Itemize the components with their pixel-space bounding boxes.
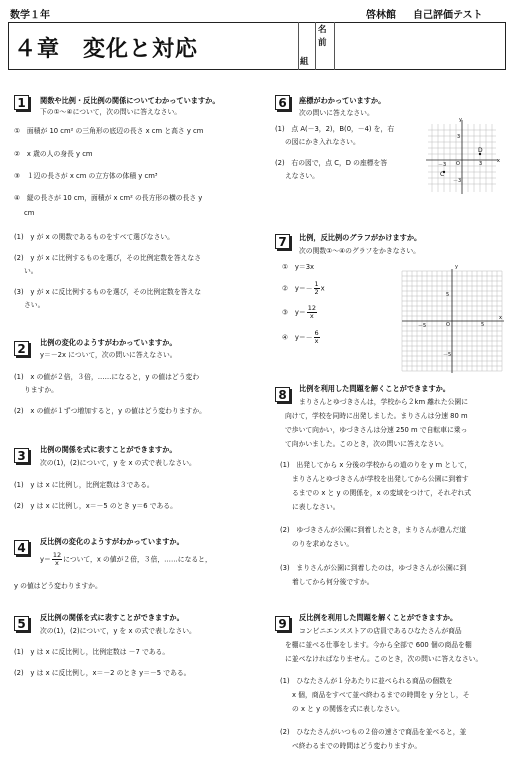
list-item: ② x 歳の人の身長 y cm xyxy=(14,150,93,158)
sub-question: りますか。 xyxy=(24,386,58,394)
sub-question: (1) x の値が２倍，３倍，……になると，y の値はどう変わ xyxy=(14,373,200,381)
question-body: 向けて，学校を同時に出発しました。まりさんは分速 80 m xyxy=(285,412,468,420)
axis-label: y xyxy=(455,264,458,270)
question-number-9: 9 xyxy=(275,616,290,631)
sub-question: (2) y は x に反比例し，x＝－2 のとき y＝－5 である。 xyxy=(14,669,191,677)
question-heading: 関数や比例・反比例の関係についてわかっていますか。 xyxy=(40,96,220,105)
coordinate-grid-q6 xyxy=(422,116,502,196)
question-number-7: 7 xyxy=(275,234,290,249)
sub-question: x 個，商品をすべて並べ終わるまでの時間を y 分とし，そ xyxy=(292,691,470,699)
coordinate-grid-q7 xyxy=(400,267,506,375)
axis-label: O xyxy=(446,322,450,328)
test-type-label: 自己評価テスト xyxy=(413,10,483,21)
question-number-6: 6 xyxy=(275,95,290,110)
axis-label: x xyxy=(497,158,500,164)
sub-question: (3) y が x に反比例するものを選び，その比例定数を答えな xyxy=(14,288,202,296)
question-body: を棚に並べる仕事をします。今から全部で 600 個の商品を棚 xyxy=(285,641,472,649)
question-intro: 次の(1)，(2)について，y を x の式で表しなさい。 xyxy=(40,459,196,467)
question-number-8: 8 xyxy=(275,387,290,402)
question-number-2: 2 xyxy=(14,341,29,356)
sub-question: (1) y は x に反比例し，比例定数は －7 である。 xyxy=(14,648,170,656)
question-text: y の値はどう変わりますか。 xyxy=(14,582,102,590)
sub-question: (2) y は x に比例し，x＝－5 のとき y＝6 である。 xyxy=(14,502,177,510)
point-label: C xyxy=(440,171,445,178)
list-item: cm xyxy=(24,209,35,217)
divider xyxy=(315,22,316,70)
sub-question: (1) y が x の関数であるものをすべて選びなさい。 xyxy=(14,233,174,241)
sub-question: べ終わるまでの時間はどう変わりますか。 xyxy=(292,742,422,750)
question-heading: 比例の関係を式に表すことができますか。 xyxy=(40,445,177,454)
sub-question: (2) ゆづきさんが公園に到着したとき，まりさんが進んだ道 xyxy=(280,526,467,534)
tick-label: 5 xyxy=(481,322,485,328)
sub-question: (2) ひなたさんがいつもの２倍の速さで商品を並べると，並 xyxy=(280,728,467,736)
sub-question: (2) 右の図で，点 C，D の座標を答 xyxy=(275,159,388,167)
function-item: ③ y＝ $\frac{12}{x}$ xyxy=(282,304,316,320)
question-heading: 比例の変化のようすがわかっていますか。 xyxy=(40,338,177,347)
axis-label: y xyxy=(459,117,462,123)
class-label: 組 xyxy=(300,57,309,67)
question-heading: 比例，反比例のグラフがかけますか。 xyxy=(299,233,422,242)
question-heading: 反比例の変化のようすがわかっていますか。 xyxy=(40,537,184,546)
sub-question: (1) 点 A(－3，2)，B(0，－4) を，右 xyxy=(275,125,395,133)
sub-question: (1) 出発してから x 分後の学校からの道のりを y m として， xyxy=(280,461,472,469)
function-item: ④ y＝－ $\frac{6}{x}$ xyxy=(282,329,319,345)
sub-question: (3) まりさんが公園に到着したのは，ゆづきさんが公園に到 xyxy=(280,564,467,572)
question-intro: 次の関数①～④のグラフをかきなさい。 xyxy=(299,247,420,255)
function-item: ① y＝3x xyxy=(282,263,315,271)
name-field[interactable] xyxy=(336,23,504,68)
question-body: で歩いて向かい，ゆづきさんは分速 250 m で自転車に乗っ xyxy=(285,426,468,434)
question-intro: 次の問いに答えなさい。 xyxy=(299,109,374,117)
tick-label: 5 xyxy=(446,292,450,298)
list-item: ④ 縦の長さが 10 cm，面積が x cm² の長方形の横の長さ y xyxy=(14,194,203,202)
tick-label: －3 xyxy=(453,178,462,184)
question-body: に並べなければなりません。このとき，次の問いに答えなさい。 xyxy=(285,655,483,663)
sub-question: まりさんとゆづきさんが学校を出発してから公園に到着す xyxy=(292,475,469,483)
sub-question: (2) y が x に比例するものを選び，その比例定数を答えなさ xyxy=(14,254,202,262)
sub-question: さい。 xyxy=(24,301,45,309)
sub-question: (1) ひなたさんが１分あたりに並べられる商品の個数を xyxy=(280,677,453,685)
question-number-1: 1 xyxy=(14,95,29,110)
chapter-title: ４章 変化と対応 xyxy=(14,37,199,62)
question-intro: 下の①～④について，次の問いに答えなさい。 xyxy=(40,108,182,116)
question-number-4: 4 xyxy=(14,540,29,555)
sub-question: るまでの x と y の関係を，x の変域をつけて，それぞれ式 xyxy=(292,489,472,497)
tick-label: 3 xyxy=(479,161,483,167)
question-heading: 比例を利用した問題を解くことができますか。 xyxy=(299,384,450,393)
publisher-label: 啓林館 xyxy=(366,10,396,21)
divider xyxy=(298,22,299,70)
sub-question: に表しなさい。 xyxy=(292,503,340,511)
list-item: ③ １辺の長さが x cm の立方体の体積 y cm³ xyxy=(14,172,158,180)
tick-label: －5 xyxy=(443,352,452,358)
sub-question: (1) y は x に比例し，比例定数は３である。 xyxy=(14,481,154,489)
question-body: コンビニエンスストアの店員であるひなたさんが商品 xyxy=(299,627,462,635)
name-label: 名前 xyxy=(318,25,327,48)
subject-label: 数学１年 xyxy=(10,10,50,21)
tick-label: －5 xyxy=(418,323,427,329)
divider xyxy=(334,22,335,70)
sub-question: (2) x の値が１ずつ増加すると，y の値はどう変わりますか。 xyxy=(14,407,206,415)
question-intro: y＝－2x について，次の問いに答えなさい。 xyxy=(40,351,177,359)
sub-question: の図にかき入れなさい。 xyxy=(285,138,360,146)
function-item: ② y＝－ $\frac{1}{2}$ x xyxy=(282,280,325,296)
point-label: D xyxy=(478,147,483,154)
question-body: まりさんとゆづきさんは，学校から２km 離れた公園に xyxy=(299,398,469,406)
axis-label: O xyxy=(456,161,460,167)
sub-question: のりを求めなさい。 xyxy=(292,540,354,548)
list-item: ① 面積が 10 cm² の三角形の底辺の長さ x cm と高さ y cm xyxy=(14,127,204,135)
question-heading: 反比例の関係を式に表すことができますか。 xyxy=(40,613,184,622)
question-intro: y＝ $\frac{12}{x}$ について，x の値が２倍，３倍，……になると， xyxy=(40,551,212,567)
sub-question: えなさい。 xyxy=(285,172,319,180)
sub-question: 着してから何分後ですか。 xyxy=(292,578,374,586)
tick-label: －3 xyxy=(438,162,447,168)
axis-label: x xyxy=(499,315,502,321)
question-heading: 反比例を利用した問題を解くことができますか。 xyxy=(299,613,458,622)
question-number-5: 5 xyxy=(14,616,29,631)
question-heading: 座標がわかっていますか。 xyxy=(299,96,386,105)
question-body: て向かいました。このとき，次の問いに答えなさい。 xyxy=(285,440,448,448)
question-number-3: 3 xyxy=(14,448,29,463)
question-intro: 次の(1)，(2)について，y を x の式で表しなさい。 xyxy=(40,627,196,635)
tick-label: 3 xyxy=(457,134,461,140)
sub-question: の x と y の関係を式に表しなさい。 xyxy=(292,705,404,713)
sub-question: い。 xyxy=(24,267,38,275)
